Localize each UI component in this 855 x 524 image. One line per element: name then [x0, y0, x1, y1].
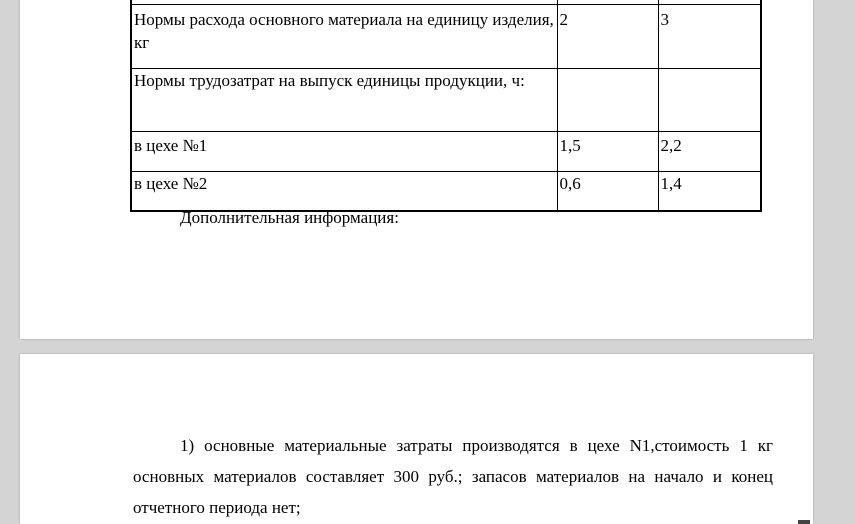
table-row	[131, 4, 761, 68]
table-row	[131, 171, 761, 211]
table-row	[131, 68, 761, 131]
document-page-1	[20, 0, 813, 339]
paragraph-item-1-text: 1) основные материальные затраты производятся в цехе N1,стоимость 1 кг основных материалов составляет 300 руб.; запасов материалов на начало и конец отчетного периода нет;	[133, 436, 773, 517]
paragraph-item-1	[133, 430, 773, 523]
production-norms-table	[130, 0, 762, 212]
row-value-1: 1,5	[557, 131, 658, 171]
document-page-2	[20, 354, 813, 524]
row-value-2: 2,2	[658, 131, 761, 171]
row-value-1: 2	[557, 4, 658, 68]
additional-info-heading: Дополнительная информация:	[180, 208, 399, 227]
row-label: в цехе №1	[131, 131, 557, 171]
row-value-2: 3	[658, 4, 761, 68]
row-value-2	[658, 68, 761, 131]
page-corner-mark	[798, 520, 810, 524]
row-label: в цехе №2	[131, 171, 557, 211]
row-value-1	[557, 68, 658, 131]
row-value-2: 1,4	[658, 171, 761, 211]
row-label: Нормы трудозатрат на выпуск единицы продукции, ч:	[131, 68, 557, 131]
row-value-1: 0,6	[557, 171, 658, 211]
row-label: Нормы расхода основного материала на единицу изделия, кг	[131, 4, 557, 68]
table-row	[131, 131, 761, 171]
